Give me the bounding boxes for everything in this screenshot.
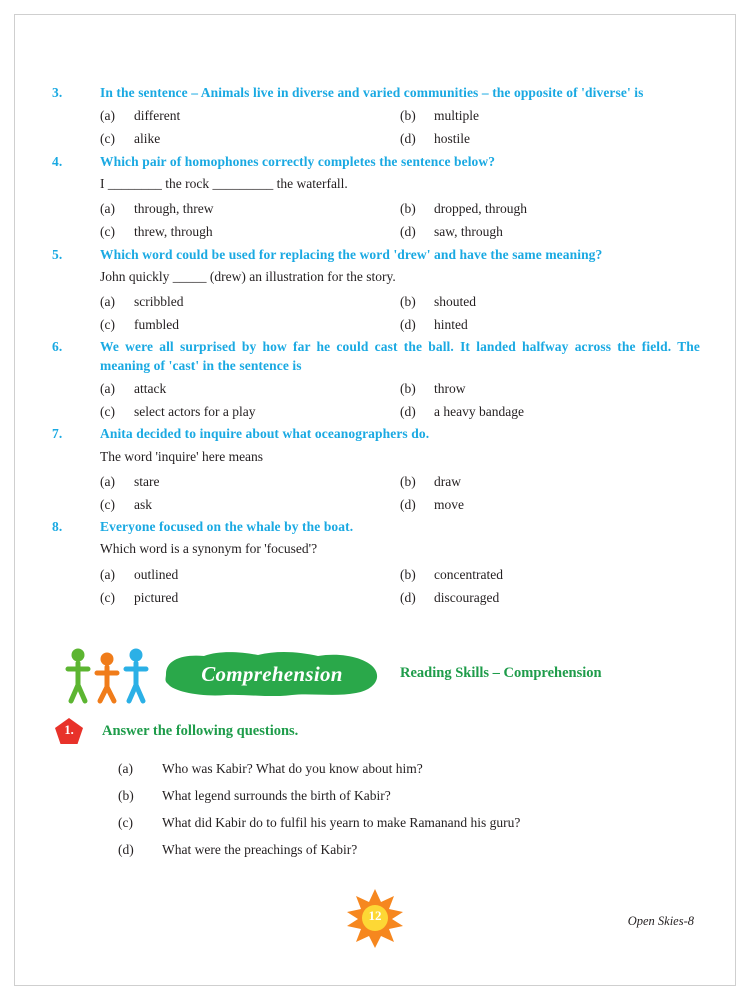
- option-label: (b): [400, 108, 416, 124]
- option-item[interactable]: [100, 470, 400, 493]
- option-text: a heavy bandage: [434, 404, 524, 420]
- option-text: different: [134, 108, 181, 124]
- item-text: Who was Kabir? What do you know about him?: [162, 761, 423, 777]
- exercise-question-list: [118, 755, 700, 863]
- option-item[interactable]: [400, 377, 700, 400]
- option-text: fumbled: [134, 317, 179, 333]
- option-text: pictured: [134, 589, 179, 605]
- option-label: (d): [400, 317, 416, 333]
- question-number: 6.: [52, 339, 63, 355]
- option-list: [100, 288, 700, 336]
- option-list: [100, 468, 700, 516]
- question-subtext: Which word is a synonym for 'focused'?: [100, 541, 318, 557]
- option-label: (a): [100, 294, 115, 310]
- option-item[interactable]: [100, 127, 400, 150]
- question-block: [52, 425, 700, 516]
- option-text: discouraged: [434, 589, 500, 605]
- item-label: (a): [118, 761, 133, 777]
- question-heading: [52, 518, 700, 536]
- option-row: [100, 586, 700, 609]
- question-heading: [52, 425, 700, 443]
- option-row: [100, 493, 700, 516]
- option-row: [100, 127, 700, 150]
- question-block: [52, 518, 700, 609]
- comprehension-caption: Reading Skills – Comprehension: [400, 665, 602, 682]
- option-item[interactable]: [100, 290, 400, 313]
- question-number: 7.: [52, 426, 63, 442]
- book-reference: Open Skies-8: [627, 914, 694, 928]
- option-text: outlined: [134, 566, 179, 582]
- question-subtext: John quickly _____ (drew) an illustration for the story.: [100, 268, 396, 284]
- option-label: (c): [100, 404, 115, 420]
- option-label: (d): [400, 589, 416, 605]
- option-row: [100, 377, 700, 400]
- option-list: [100, 561, 700, 609]
- option-label: (b): [400, 566, 416, 582]
- item-text: What legend surrounds the birth of Kabir?: [162, 788, 391, 804]
- question-prompt: Which word could be used for replacing the word 'drew' and have the same meaning?: [100, 246, 603, 262]
- option-text: dropped, through: [434, 201, 527, 217]
- question-subtext: I ________ the rock _________ the waterfall.: [100, 175, 348, 191]
- option-item[interactable]: [400, 127, 700, 150]
- question-prompt: Everyone focused on the whale by the boat.: [100, 519, 354, 535]
- option-item[interactable]: [100, 220, 400, 243]
- option-text: threw, through: [134, 224, 213, 240]
- question-number: 4.: [52, 153, 63, 169]
- option-text: through, threw: [134, 201, 214, 217]
- option-row: [100, 104, 700, 127]
- option-text: shouted: [434, 294, 476, 310]
- option-label: (c): [100, 131, 115, 147]
- option-item[interactable]: [400, 197, 700, 220]
- option-item[interactable]: [100, 197, 400, 220]
- item-text: What were the preachings of Kabir?: [162, 842, 358, 858]
- item-label: (c): [118, 815, 133, 831]
- option-text: move: [434, 497, 464, 513]
- option-row: [100, 313, 700, 336]
- question-number: 3.: [52, 85, 63, 100]
- option-item[interactable]: [100, 563, 400, 586]
- option-label: (a): [100, 108, 115, 124]
- option-item[interactable]: [100, 493, 400, 516]
- option-text: concentrated: [434, 566, 503, 582]
- option-text: select actors for a play: [134, 404, 256, 420]
- option-label: (a): [100, 380, 115, 396]
- question-number: 5.: [52, 246, 63, 262]
- comprehension-blob-label: Comprehension: [201, 661, 343, 686]
- option-label: (d): [400, 131, 416, 147]
- exercise-heading: [52, 717, 700, 745]
- children-illustration-icon: [62, 643, 152, 705]
- option-item[interactable]: [400, 400, 700, 423]
- question-block: [52, 338, 700, 423]
- list-item: [118, 782, 700, 809]
- list-item: [118, 809, 700, 836]
- comprehension-banner: [52, 647, 700, 711]
- question-block: [52, 153, 700, 244]
- list-item: [118, 836, 700, 863]
- exercise-number: 1.: [64, 722, 74, 737]
- option-text: multiple: [434, 108, 479, 124]
- page-content: [52, 84, 700, 863]
- question-subtext: The word 'inquire' here means: [100, 448, 264, 464]
- option-label: (d): [400, 497, 416, 513]
- option-item[interactable]: [100, 586, 400, 609]
- option-label: (a): [100, 473, 115, 489]
- option-text: throw: [434, 380, 466, 396]
- option-label: (d): [400, 404, 416, 420]
- option-text: hinted: [434, 317, 468, 333]
- option-item[interactable]: [100, 313, 400, 336]
- list-item: [118, 755, 700, 782]
- exercise-title: Answer the following questions.: [102, 722, 299, 739]
- option-label: (b): [400, 473, 416, 489]
- option-row: [100, 400, 700, 423]
- option-item[interactable]: [100, 104, 400, 127]
- question-heading: [52, 246, 700, 264]
- option-item[interactable]: [400, 563, 700, 586]
- option-text: ask: [134, 497, 152, 513]
- option-label: (c): [100, 317, 115, 333]
- option-text: alike: [134, 131, 161, 147]
- option-list: [100, 195, 700, 243]
- question-prompt: In the sentence – Animals live in diverse and varied communities – the opposite of 'diverse' is: [100, 85, 644, 100]
- option-item[interactable]: [400, 586, 700, 609]
- option-text: scribbled: [134, 294, 184, 310]
- question-block: [52, 84, 700, 151]
- option-label: (a): [100, 201, 115, 217]
- item-label: (d): [118, 842, 134, 858]
- option-row: [100, 220, 700, 243]
- option-label: (b): [400, 294, 416, 310]
- option-label: (c): [100, 224, 115, 240]
- option-item[interactable]: [400, 104, 700, 127]
- option-item[interactable]: [100, 400, 400, 423]
- option-row: [100, 290, 700, 313]
- page-footer: [0, 888, 750, 948]
- option-list: [100, 375, 700, 423]
- option-text: stare: [134, 473, 160, 489]
- option-row: [100, 563, 700, 586]
- option-label: (c): [100, 497, 115, 513]
- option-text: attack: [134, 380, 167, 396]
- question-number: 8.: [52, 519, 63, 535]
- question-heading: [52, 84, 700, 102]
- option-label: (c): [100, 589, 115, 605]
- question-prompt: Anita decided to inquire about what oceanographers do.: [100, 426, 430, 442]
- option-text: hostile: [434, 131, 470, 147]
- question-prompt: We were all surprised by how far he could cast the ball. It landed halfway across the field. The meaning of 'cast' in the sentence is: [100, 339, 700, 373]
- option-text: draw: [434, 473, 461, 489]
- option-item[interactable]: [400, 290, 700, 313]
- option-item[interactable]: [100, 377, 400, 400]
- option-item[interactable]: [400, 220, 700, 243]
- option-row: [100, 197, 700, 220]
- option-label: (d): [400, 224, 416, 240]
- question-heading: [52, 338, 700, 374]
- option-list: [100, 102, 700, 150]
- option-item[interactable]: [400, 470, 700, 493]
- option-item[interactable]: [400, 493, 700, 516]
- item-text: What did Kabir do to fulfil his yearn to make Ramanand his guru?: [162, 815, 521, 831]
- exercise-number-badge: [54, 717, 84, 745]
- item-label: (b): [118, 788, 134, 804]
- option-label: (b): [400, 201, 416, 217]
- option-item[interactable]: [400, 313, 700, 336]
- option-row: [100, 470, 700, 493]
- option-label: (b): [400, 380, 416, 396]
- option-label: (a): [100, 566, 115, 582]
- question-heading: [52, 153, 700, 171]
- page-number: 12: [368, 908, 382, 923]
- option-text: saw, through: [434, 224, 503, 240]
- question-block: [52, 246, 700, 337]
- question-prompt: Which pair of homophones correctly completes the sentence below?: [100, 153, 496, 169]
